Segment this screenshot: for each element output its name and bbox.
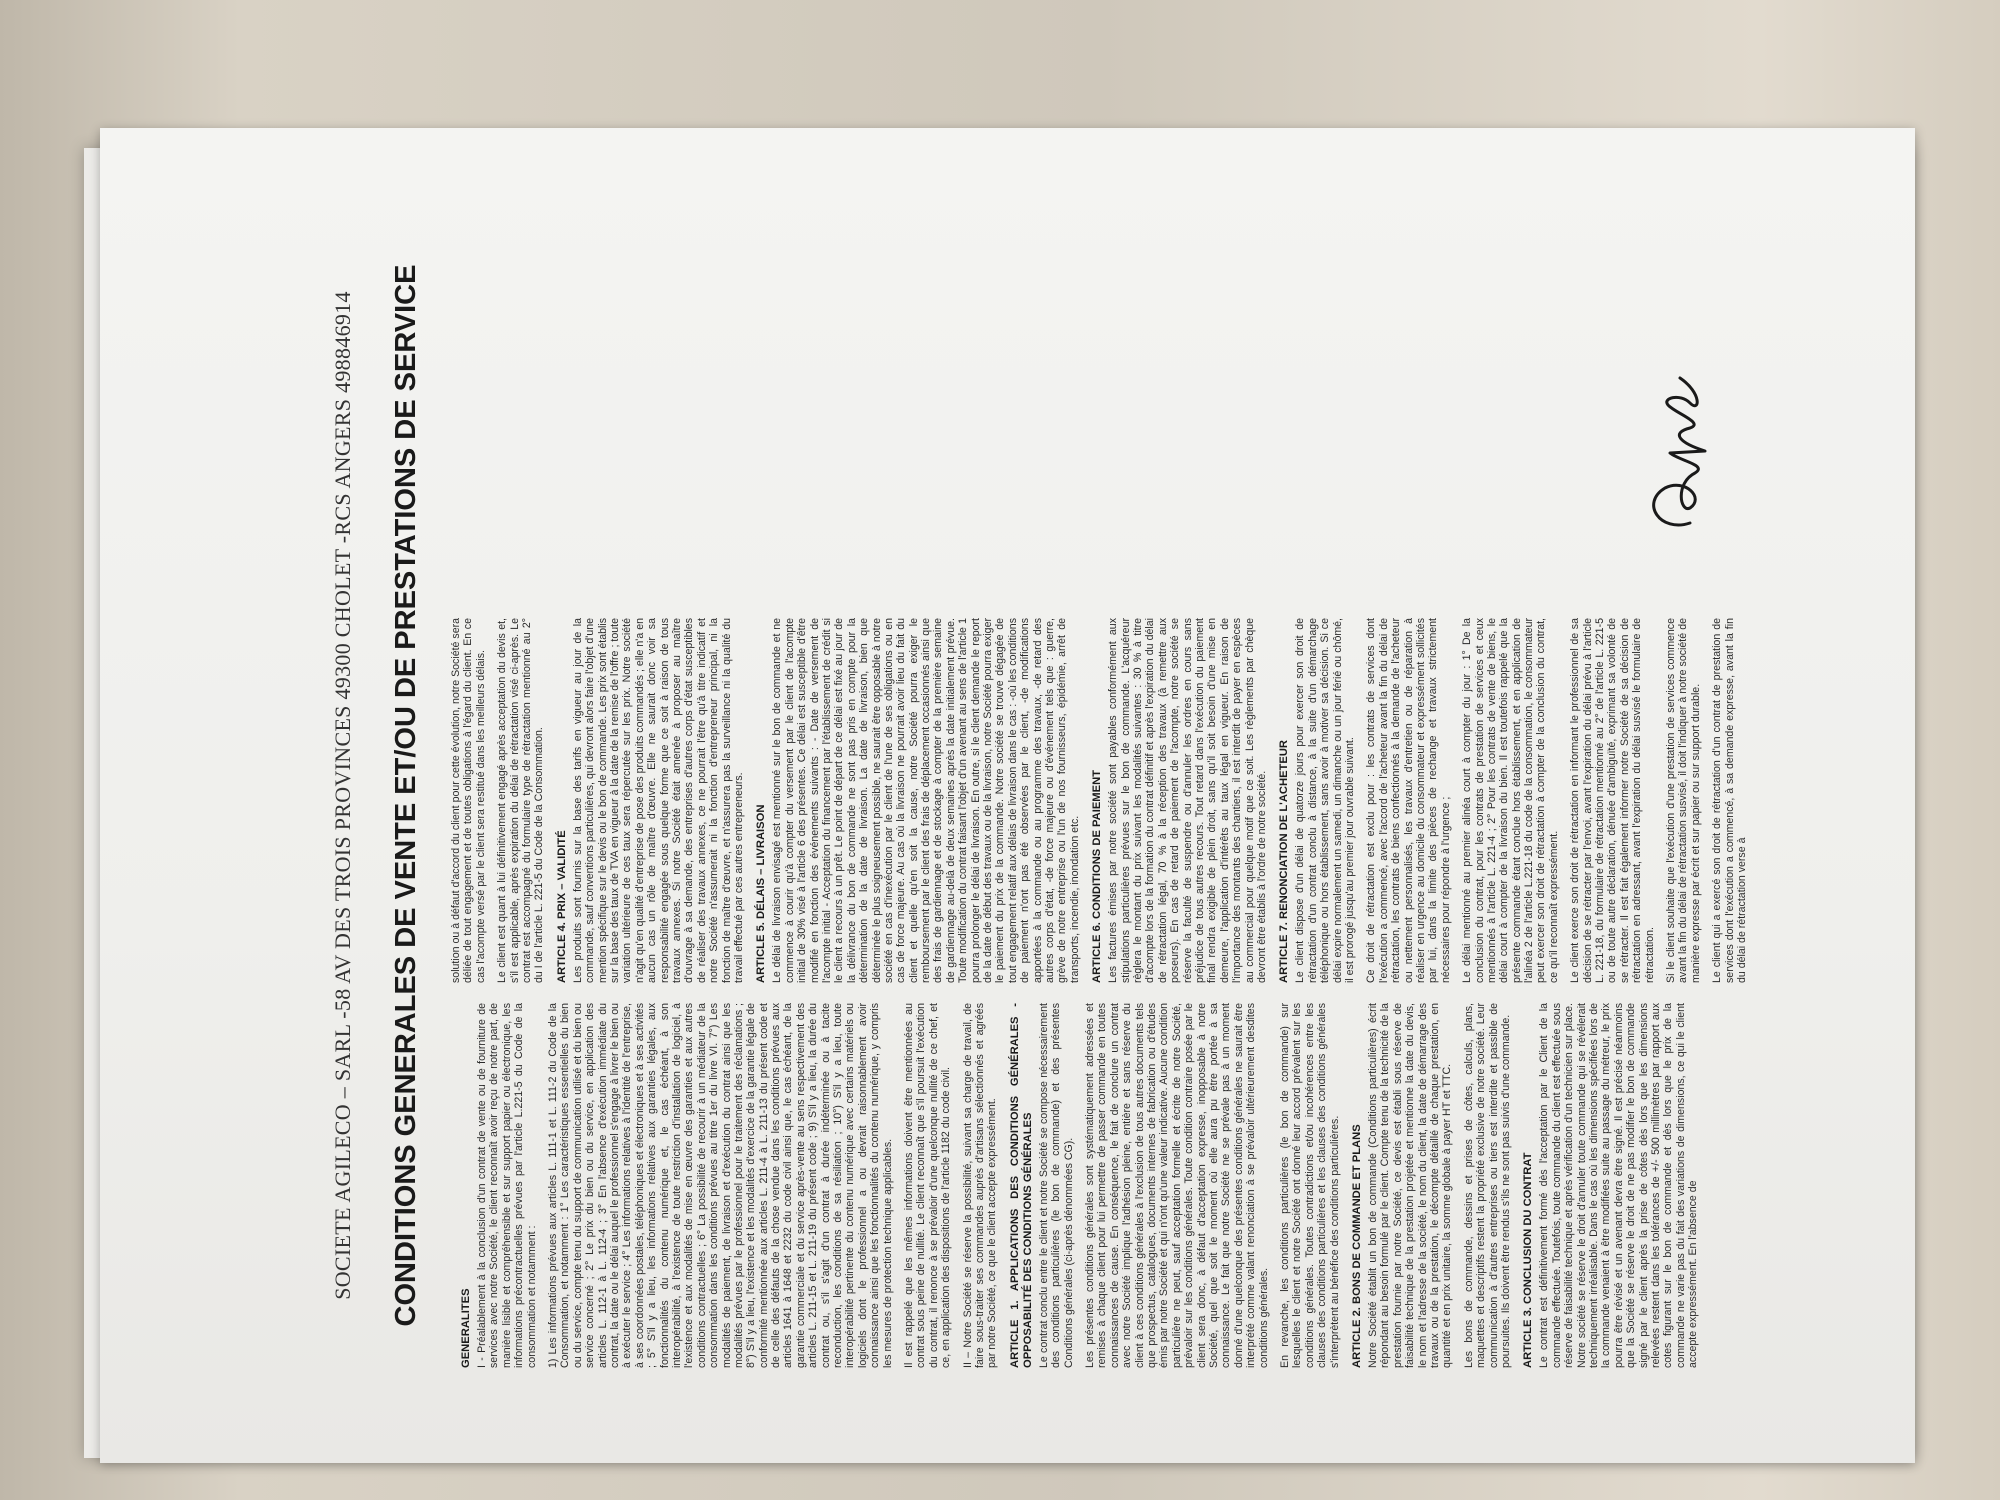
company-header: SOCIETE AGILECO – SARL -58 AV DES TROIS PROVINCES 49300 CHOLET -RCS ANGERS 498846914: [330, 291, 355, 1300]
text-column-1: [450, 1003, 1700, 1368]
paragraph: 1) Les informations prévues aux articles L. 111-1 et L. 111-2 du Code de la Consommation, et notamment : 1° Les caractéristiques essentielles du bien ou du service, compte tenu du support de communication utilisé et du bien ou service concerné ; 2° Le prix du bien ou du service, en application des articles L. 112-1 à L. 112-4 ; 3° En l'absence d'exécution immédiate du contrat, la date ou le délai auquel le professionnel s'engage à livrer le bien ou à exécuter le service ; 4° Les informations relatives à l'identité de l'entreprise, à ses coordonnées postales, téléphoniques et électroniques et à ses activités ; 5° S'il y a lieu, les informations relatives aux garanties légales, aux fonctionnalités du contenu numérique et, le cas échéant, à son interopérabilité, à l'existence de toute restriction d'installation de logiciel, à l'existence et aux modalités de mise en œuvre des garanties et aux autres conditions contractuelles ; 6° La possibilité de recourir à un médiateur de la consommation dans les conditions prévues au titre 1er du livre VI. 7°) Les modalités de paiement, de livraison et d'exécution du contrat ainsi que les modalités prévues par le professionnel pour le traitement des réclamations ; 8°) S'il y a lieu, l'existence et les modalités d'exercice de la garantie légale de conformité mentionnée aux articles L. 211-4 à L. 211-13 du présent code et de celle des défauts de la chose vendue dans les conditions prévues aux articles 1641 à 1648 et 2232 du code civil ainsi que, le cas échéant, de la garantie commerciale et du service après-vente au sens respectivement des articles L. 211-15 et L. 211-19 du présent code ; 9) S'il y a lieu, la durée du contrat ou, s'il s'agit d'un contrat à durée indéterminée ou à tacite reconduction, les conditions de sa résiliation ; 10°) S'il y a lieu, toute interopérabilité pertinente du contenu numérique avec certains matériels ou logiciels dont le professionnel a ou devrait raisonnablement avoir connaissance ainsi que les fonctionnalités du contenu numérique, y compris les mesures de protection technique applicables.: [547, 1003, 894, 1368]
section-heading: ARTICLE 3. CONCLUSION DU CONTRAT: [1522, 1152, 1535, 1368]
paragraph: Si le client souhaite que l'exécution d'une prestation de services commence avant la fin du délai de rétractation susvisé, il doit l'indiquer à notre société de manière expresse par écrit et sur papier ou sur support durable.: [1664, 618, 1702, 983]
paragraph: Le client exerce son droit de rétractation en informant le professionnel de sa décision de se rétracter par l'envoi, avant l'expiration du délai prévu à l'article L. 221-18, du formulaire de rétractation mentionné au 2° de l'article L. 221-5 ou de toute autre déclaration, dénuée d'ambiguïté, exprimant sa volonté de se rétracter. Il est fait également informer notre Société de sa décision de rétractation en adressant, avant l'expiration du délai susvisé le formulaire de rétractation.: [1569, 618, 1656, 983]
paragraph: Les présentes conditions générales sont systématiquement adressées et remises à chaque client pour lui permettre de passer commande en toutes connaissances de cause. En conséquence, le fait de conclure un contrat avec notre Société implique l'adhésion pleine, entière et sans réserve du client à ces conditions générales à l'exclusion de tous autres documents tels que prospectus, catalogues, documents internes de fabrication ou d'études émis par notre Société et qui n'ont qu'une valeur indicative. Aucune condition particulière ne peut, sauf acceptation formelle et écrite de notre Société, prévaloir sur les conditions générales. Toute condition contraire posée par le client sera donc, à défaut d'acceptation expresse, inopposable à notre Société, quel que soit le moment où elle aura pu être portée à sa connaissance. Le fait que notre Société ne se prévale pas à un moment donné d'une quelconque des présentes conditions générales ne saurait être interprété comme valant renonciation à se prévaloir ultérieurement desdites conditions générales.: [1084, 1003, 1270, 1368]
rotated-document: [100, 128, 1915, 1463]
paragraph: Les factures émises par notre société sont payables conformément aux stipulations particulières prévues sur le bon de commande. L'acquéreur règlera le montant du prix suivant les modalités suivantes : 30 % à titre d'acompte lors de la formation du contrat définitif et après l'expiration du délai de rétractation légal, 70 % à la réception des travaux (à remettre aux poseurs). En cas de retard de paiement de l'acompte, notre société se réserve la faculté de suspendre ou d'annuler les ordres en cours sans préjudice de tous autres recours. Tout retard dans l'exécution du paiement final rendra exigible de plein droit, sans qu'il soit besoin d'une mise en demeure, l'application d'intérêts au taux légal en vigueur. En raison de l'importance des montants des chantiers, il est interdit de payer en espèces au commercial pour quelque motif que ce soit. Les règlements par chèque devront être établis à l'ordre de notre société.: [1107, 618, 1268, 983]
section-heading: GENERALITES: [460, 1288, 472, 1368]
paragraph: Le client qui a exercé son droit de rétractation d'un contrat de prestation de services dont l'exécution a commencé, à sa demande expresse, avant la fin du délai de rétractation verse à: [1711, 618, 1748, 983]
section-heading: ARTICLE 2. BONS DE COMMANDE ET PLANS: [1350, 1124, 1363, 1368]
paragraph: Notre Société établit un bon de commande (Conditions particulières) écrit répondant au besoin formulé par le client. Compte tenu de la technicité de la prestation fournie par notre Société, ce devis est établi sous réserve de faisabilité technique de la prestation projetée et mentionne la date du devis, le nom et l'adresse de la société, le nom du client, la date de démarrage des travaux ou de la prestation, le décompte détaillé de chaque prestation, en quantité et en prix unitaire, la somme globale à payer HT et TTC.: [1366, 1003, 1454, 1368]
paragraph: Ce droit de rétractation est exclu pour : les contrats de services dont l'exécution a commencé, avec l'accord de l'acheteur avant la fin du délai de rétractation, les contrats de biens confectionnés à la demande de l'acheteur ou nettement personnalisés, les travaux d'entretien ou de réparation à réaliser en urgence au domicile du consommateur et expressément sollicités par lui, dans la limite des pièces de rechange et travaux strictement nécessaires pour répondre à l'urgence ;: [1365, 618, 1452, 983]
section-heading: ARTICLE 5. DÉLAIS – LIVRAISON: [755, 804, 768, 983]
paragraph: II – Notre Société se réserve la possibilité, suivant sa charge de travail, de faire sous-traiter ses commandes auprès d'artisans sélectionnés et agréés par notre Société, ce que le client accepte expressément.: [961, 1003, 999, 1368]
section-heading: ARTICLE 6. CONDITIONS DE PAIEMENT: [1091, 770, 1104, 983]
paragraph: Le délai mentionné au premier alinéa court à compter du jour : 1° De la conclusion du contrat, pour les contrats de prestation de services et ceux mentionnés à l'article L. 221-4 ; 2° Pour les contrats de vente de biens, le délai court à compter de la livraison du bien. Il est toutefois rappelé que la présente commande étant conclue hors établissement, et en application de l'alinéa 2 de l'article L.221-18 du code de la consommation, le consommateur peut exercer son droit de rétractation à compter de la conclusion du contrat, ce qu'il reconnaît expressément.: [1461, 618, 1560, 983]
paragraph: Le contrat conclu entre le client et notre Société se compose nécessairement des conditions particulières (le bon de commande) et des présentes Conditions générales (ci-après dénommées CG).: [1037, 1003, 1075, 1368]
section-heading: ARTICLE 7. RENONCIATION DE L'ACHETEUR: [1278, 740, 1291, 983]
text-column-2: [450, 618, 1748, 983]
paragraph: I - Préalablement à la conclusion d'un contrat de vente ou de fourniture de services avec notre Société, le client reconnaît avoir reçu de notre part, de manière lisible et compréhensible et sur support papier ou électronique, les informations précontractuelles prévues par l'article L.221-5 du Code de la consommation et notamment :: [476, 1003, 538, 1368]
document-title: CONDITIONS GENERALES DE VENTE ET/OU DE PRESTATIONS DE SERVICE: [390, 264, 422, 1327]
document-sheet: [100, 128, 1915, 1463]
paragraph: Les produits sont fournis sur la base des tarifs en vigueur au jour de la commande, sauf conventions particulières, qui devront alors faire l'objet d'une mention spécifique sur le devis ou le bon de commande. Les prix sont établis sur la base des taux de TVA en vigueur à la date de la remise de l'offre ; toute variation ultérieure de ces taux sera répercutée sur les prix. Notre société n'agit qu'en qualité d'entreprise de pose des produits commandés ; elle n'a en aucun cas un rôle de maître d'œuvre. Elle ne saurait donc voir sa responsabilité engagée sous quelque forme que ce soit à raison de tous travaux annexes. Si notre Société était amenée à proposer au maître d'ouvrage à sa demande, des entreprises d'autres corps d'état susceptibles de réaliser des travaux annexes, ce ne pourrait l'être qu'à titre indicatif et notre Société n'assumerait ni la fonction d'entrepreneur principal, ni la fonction de maître d'œuvre, et n'assurera pas la surveillance ni la qualité du travail effectué par ces autres entrepreneurs.: [571, 618, 745, 983]
section-heading: ARTICLE 1. APPLICATIONS DES CONDITIONS GÉNÉRALES - OPPOSABILITÉ DES CONDITIONS GÉNÉRALES: [1008, 1003, 1034, 1368]
paragraph: Le délai de livraison envisagé est mentionné sur le bon de commande et ne commence à courir qu'à compter du versement par le client de l'acompte initial de 30% visé à l'article 6 des présentes. Ce délai est susceptible d'être modifié en fonction des événements suivants : - Date de versement de l'acompte initial - Acceptation du financement par l'établissement de crédit si le client a recours à un prêt. Le point de départ de ce délai est fixé au jour de la délivrance du bon de commande ne sont pas pris en compte pour la détermination de la date de livraison. La date de livraison, bien que déterminée le plus soigneusement possible, ne saurait être opposable à notre société en cas d'inexécution par le client de l'une de ses obligations ou en cas de force majeure. Au cas où la livraison ne pourrait avoir lieu du fait du client et quelle qu'en soit la cause, notre Société pourra exiger le remboursement par le client des frais de déplacement occasionnés ainsi que des frais de gardiennage et de stockage à compter de la première semaine de gardiennage au-delà de deux semaines après la date initialement prévue. Toute modification du contrat faisant l'objet d'un avenant au sens de l'article 1 pourra prolonger le délai de livraison. En outre, si le client demande le report de la date de début des travaux ou de la livraison, notre Société pourra exiger le paiement du prix de la commande. Notre société se trouve dégagée de tout engagement relatif aux délais de livraison dans le cas : -où les conditions de paiement n'ont pas été observées par le client, -de modifications apportées à la commande ou au programme des travaux, -de retard des autres corps d'état, -de force majeure ou d'événement tels que : guerre, grève de notre entreprise ou l'un de nos fournisseurs, épidémie, arrêt de transports, incendie, inondation etc.: [771, 618, 1081, 983]
handwritten-signature: [1620, 363, 1730, 543]
paragraph: Le contrat est définitivement formé dès l'acceptation par le Client de la commande effectuée. Toutefois, toute commande du client est effectuée sous réserve de faisabilité technique et après vérification d'un technicien sur place. Notre société se réserve le droit d'annuler toute commande qui se révélerait techniquement irréalisable. Dans le cas où les dimensions spécifiées lors de la commande venaient à être modifiées suite au passage du métreur, le prix pourra être révisé et un avenant devra être signé. Il est précisé néanmoins que la Société se réserve le droit de ne pas modifier le bon de commande signé par le client après la prise de côtes dès lors que les dimensions relevées restent dans les tolérances de +/- 500 millimètres par rapport aux cotes figurant sur le bon de commande et dès lors que le prix de la commande ne varie pas du fait des variations de dimensions, ce qui le client accepte expressément. En l'absence de: [1538, 1003, 1700, 1368]
paragraph: Il est rappelé que les mêmes informations doivent être mentionnées au contrat sous peine de nullité. Le client reconnaît que s'il poursuit l'exécution du contrat, il renonce à se prévaloir d'une quelconque nullité de ce chef, et ce, en application des dispositions de l'article 1182 du code civil.: [902, 1003, 953, 1368]
paragraph: En revanche, les conditions particulières (le bon de commande) sur lesquelles le client et notre Société ont donné leur accord prévalent sur les conditions générales. Toutes contradictions et/ou incohérences entre les clauses des conditions particulières et les clauses des conditions générales s'interprètent au bénéfice des conditions particulières.: [1278, 1003, 1341, 1368]
paragraph: Les bons de commande, dessins et prises de côtes, calculs, plans, maquettes et descriptifs restent la propriété exclusive de notre société. Leur communication à d'autres entreprises ou tiers est interdite et passible de poursuites. Ils doivent être rendus s'ils ne sont pas suivis d'une commande.: [1462, 1003, 1512, 1368]
section-heading: ARTICLE 4. PRIX – VALIDITÉ: [555, 830, 568, 983]
paragraph: Le client est quant à lui définitivement engagé après acceptation du devis et, s'il est applicable, après expiration du délai de rétractation visé ci-après. Le contrat est accompagné du formulaire type de rétractation mentionné au 2° du I de l'article L. 221-5 du Code de la Consommation.: [496, 618, 546, 983]
paragraph: solution ou à défaut d'accord du client pour cette évolution, notre Société sera déliée de tout engagement et de toutes obligations à l'égard du client. En ce cas l'acompte versé par le client sera restitué dans les meilleurs délais.: [450, 618, 487, 983]
paragraph: Le client dispose d'un délai de quatorze jours pour exercer son droit de rétractation d'un contrat conclu à distance, à la suite d'un démarchage téléphonique ou hors établissement, sans avoir à motiver sa décision. Si ce délai expire normalement un samedi, un dimanche ou un jour férié ou chômé, il est prorogé jusqu'au premier jour ouvrable suivant.: [1294, 618, 1356, 983]
